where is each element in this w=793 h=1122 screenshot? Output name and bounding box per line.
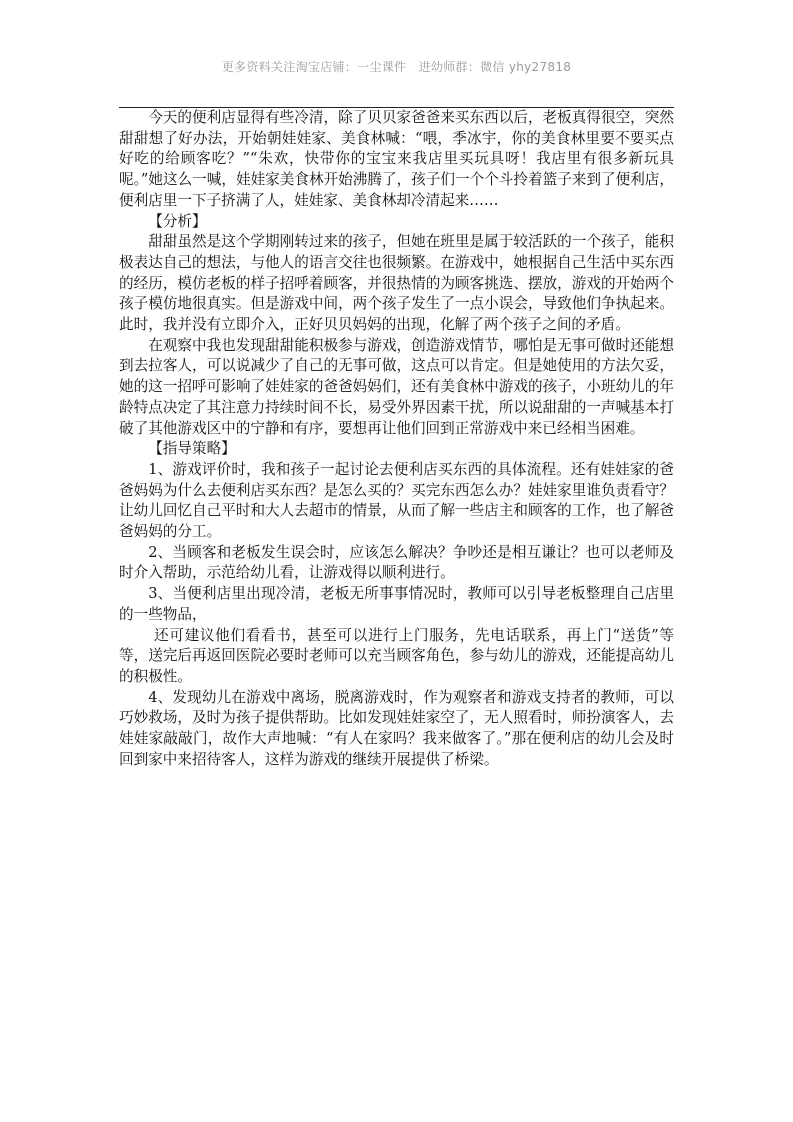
paragraph-strategy-3-continued: 还可建议他们看看书，甚至可以进行上门服务，先电话联系，再上门“送货”等等，送完后再返回医院必要时老师可以充当顾客角色，参与幼儿的游戏，还能提高幼儿的积极性。: [119, 626, 674, 685]
paragraph-strategy-1: 1、游戏评价时，我和孩子一起讨论去便利店买东西的具体流程。还有娃娃家的爸爸妈妈为什么去便利店买东西？是怎么买的？买完东西怎么办？娃娃家里谁负责看守？让幼儿回忆自己平时和大人去超市的情景，从而了解一些店主和顾客的工作，也了解爸爸妈妈的分工。: [119, 460, 674, 541]
paragraph-analysis-1: 甜甜虽然是这个学期刚转过来的孩子，但她在班里是属于较活跃的一个孩子，能积极表达自己的想法，与他人的语言交往也很频繁。在游戏中，她根据自己生活中买东西的经历，模仿老板的样子招呼着顾客，并很热情的为顾客挑选、摆放，游戏的开始两个孩子模仿地很真实。但是游戏中间，两个孩子发生了一点小误会，导致他们争执起来。此时，我并没有立即介入，正好贝贝妈妈的出现，化解了两个孩子之间的矛盾。: [119, 233, 674, 334]
page-header-watermark: 更多资料关注淘宝店铺：一尘课件 进幼师群：微信 yhy27818: [221, 60, 572, 74]
heading-analysis: 【分析】: [148, 212, 207, 230]
paragraph-strategy-2: 2、当顾客和老板发生误会时，应该怎么解决？争吵还是相互谦让？也可以老师及时介入帮助，示范给幼儿看，让游戏得以顺利进行。: [119, 543, 674, 582]
heading-guidance-strategy: 【指导策略】: [148, 440, 236, 458]
paragraph-strategy-4: 4、发现幼儿在游戏中离场，脱离游戏时，作为观察者和游戏支持者的教师，可以巧妙救场，及时为孩子提供帮助。比如发现娃娃家空了，无人照看时，师扮演客人，去娃娃家敲敲门，故作大声地喊：“有人在家吗？我来做客了。”那在便利店的幼儿会及时回到家中来招待客人，这样为游戏的继续开展提供了桥梁。: [119, 688, 674, 768]
paragraph-strategy-3: 3、当便利店里出现冷清，老板无所事事情况时，教师可以引导老板整理自己店里的一些物品，: [119, 585, 674, 623]
paragraph-analysis-2: 在观察中我也发现甜甜能积极参与游戏，创造游戏情节，哪怕是无事可做时还能想到去拉客人，可以说减少了自己的无事可做，这点可以肯定。但是她使用的方法欠妥，她的这一招呼可影响了娃娃家的爸爸妈妈们，还有美食林中游戏的孩子，小班幼儿的年龄特点决定了其注意力持续时间不长，易受外界因素干扰，所以说甜甜的一声喊基本打破了其他游戏区中的宁静和有序，要想再让他们回到正常游戏中来已经相当困难。: [119, 336, 674, 437]
document-body: [119, 108, 674, 771]
paragraph-story: 今天的便利店显得有些冷清，除了贝贝家爸爸来买东西以后，老板真得很空，突然甜甜想了好办法，开始朝娃娃家、美食林喊：“喂，季冰宇，你的美食林里要不要买点好吃的给顾客吃？”“朱欢，快带你的宝宝来我店里买玩具呀！我店里有很多新玩具呢。”她这么一喊，娃娃家美食林开始沸腾了，孩子们一个个斗拎着篮子来到了便利店，便利店里一下子挤满了人，娃娃家、美食林却冷清起来……: [119, 109, 674, 209]
